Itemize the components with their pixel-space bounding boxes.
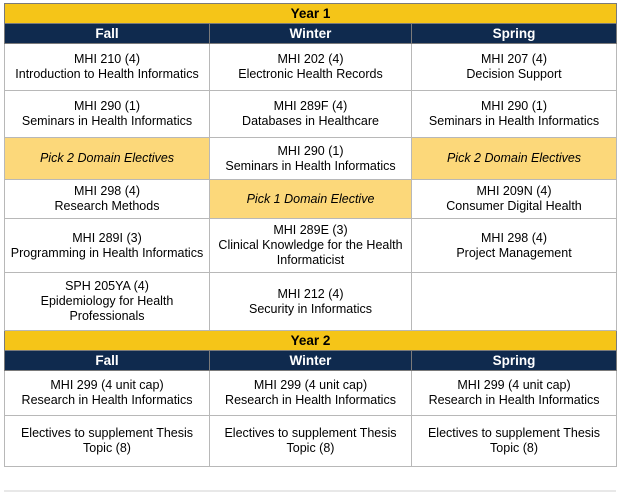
course-cell	[210, 44, 412, 91]
course-cell	[412, 44, 617, 91]
course-name: Clinical Knowledge for the Health Informaticist	[218, 238, 403, 267]
course-row	[5, 138, 617, 180]
course-cell	[412, 371, 617, 416]
term-header: Spring	[412, 351, 617, 371]
term-header: Winter	[210, 24, 412, 44]
course-cell	[5, 371, 210, 416]
course-name: Programming in Health Informatics	[10, 245, 204, 260]
course-cell	[210, 371, 412, 416]
term-header: Winter	[210, 351, 412, 371]
course-name: Electronic Health Records	[238, 67, 383, 81]
course-code: MHI 290 (1)	[481, 99, 548, 113]
course-row	[5, 91, 617, 138]
course-code: MHI 290 (1)	[277, 143, 344, 158]
course-code: MHI 299 (4 unit cap)	[253, 378, 368, 392]
course-name: Decision Support	[466, 67, 562, 81]
empty-cell	[412, 273, 617, 331]
course-name: Research in Health Informatics	[428, 393, 600, 407]
elective-cell: Pick 2 Domain Electives	[5, 138, 210, 180]
course-code: MHI 299 (4 unit cap)	[457, 378, 571, 392]
course-cell	[210, 91, 412, 138]
course-row	[5, 416, 617, 467]
course-row	[5, 44, 617, 91]
course-code: MHI 289F (4)	[273, 99, 348, 113]
course-cell	[5, 91, 210, 138]
course-cell	[5, 44, 210, 91]
course-name: Seminars in Health Informatics	[428, 114, 600, 128]
course-name: Research in Health Informatics	[225, 393, 396, 407]
course-cell	[5, 273, 210, 331]
course-cell	[412, 180, 617, 219]
course-name: Introduction to Health Informatics	[15, 67, 199, 81]
course-cell: Electives to supplement Thesis Topic (8)	[210, 416, 412, 467]
course-cell	[210, 273, 412, 331]
course-cell	[412, 219, 617, 273]
course-code: MHI 207 (4)	[481, 52, 548, 66]
term-header: Spring	[412, 24, 617, 44]
course-name: Security in Informatics	[249, 301, 372, 316]
course-code: SPH 205YA (4)	[65, 279, 149, 293]
year-header-row	[5, 331, 617, 351]
course-code: MHI 298 (4)	[74, 184, 140, 198]
term-header: Fall	[5, 24, 210, 44]
course-row	[5, 219, 617, 273]
course-cell	[210, 138, 412, 180]
course-cell: Electives to supplement Thesis Topic (8)	[412, 416, 617, 467]
course-code: MHI 289E (3)	[273, 223, 348, 237]
curriculum-table	[4, 3, 617, 467]
course-code: MHI 299 (4 unit cap)	[50, 378, 164, 392]
course-name: Seminars in Health Informatics	[21, 114, 193, 128]
course-code: MHI 209N (4)	[476, 184, 552, 198]
course-name: Consumer Digital Health	[446, 199, 582, 213]
course-cell	[5, 219, 210, 273]
year-title: Year 2	[5, 331, 617, 351]
course-row	[5, 180, 617, 219]
course-name: Databases in Healthcare	[242, 114, 379, 128]
year-title: Year 1	[5, 4, 617, 24]
course-name: Research in Health Informatics	[21, 393, 193, 407]
course-code: MHI 298 (4)	[481, 230, 548, 245]
course-row	[5, 371, 617, 416]
course-row	[5, 273, 617, 331]
year-header-row	[5, 4, 617, 24]
course-name: Research Methods	[54, 199, 160, 213]
course-code: MHI 202 (4)	[277, 52, 344, 66]
elective-cell: Pick 2 Domain Electives	[412, 138, 617, 180]
course-cell	[210, 219, 412, 273]
course-code: MHI 210 (4)	[74, 52, 140, 66]
course-cell	[412, 91, 617, 138]
course-name: Project Management	[456, 245, 572, 260]
course-code: MHI 212 (4)	[277, 286, 344, 301]
course-name: Epidemiology for Health Professionals	[40, 294, 174, 323]
course-name: Seminars in Health Informatics	[225, 158, 396, 173]
course-code: MHI 289I (3)	[72, 230, 142, 245]
course-cell: Electives to supplement Thesis Topic (8)	[5, 416, 210, 467]
elective-cell: Pick 1 Domain Elective	[210, 180, 412, 219]
course-code: MHI 290 (1)	[74, 99, 140, 113]
term-header-row	[5, 351, 617, 371]
term-header-row	[5, 24, 617, 44]
course-cell	[5, 180, 210, 219]
term-header: Fall	[5, 351, 210, 371]
